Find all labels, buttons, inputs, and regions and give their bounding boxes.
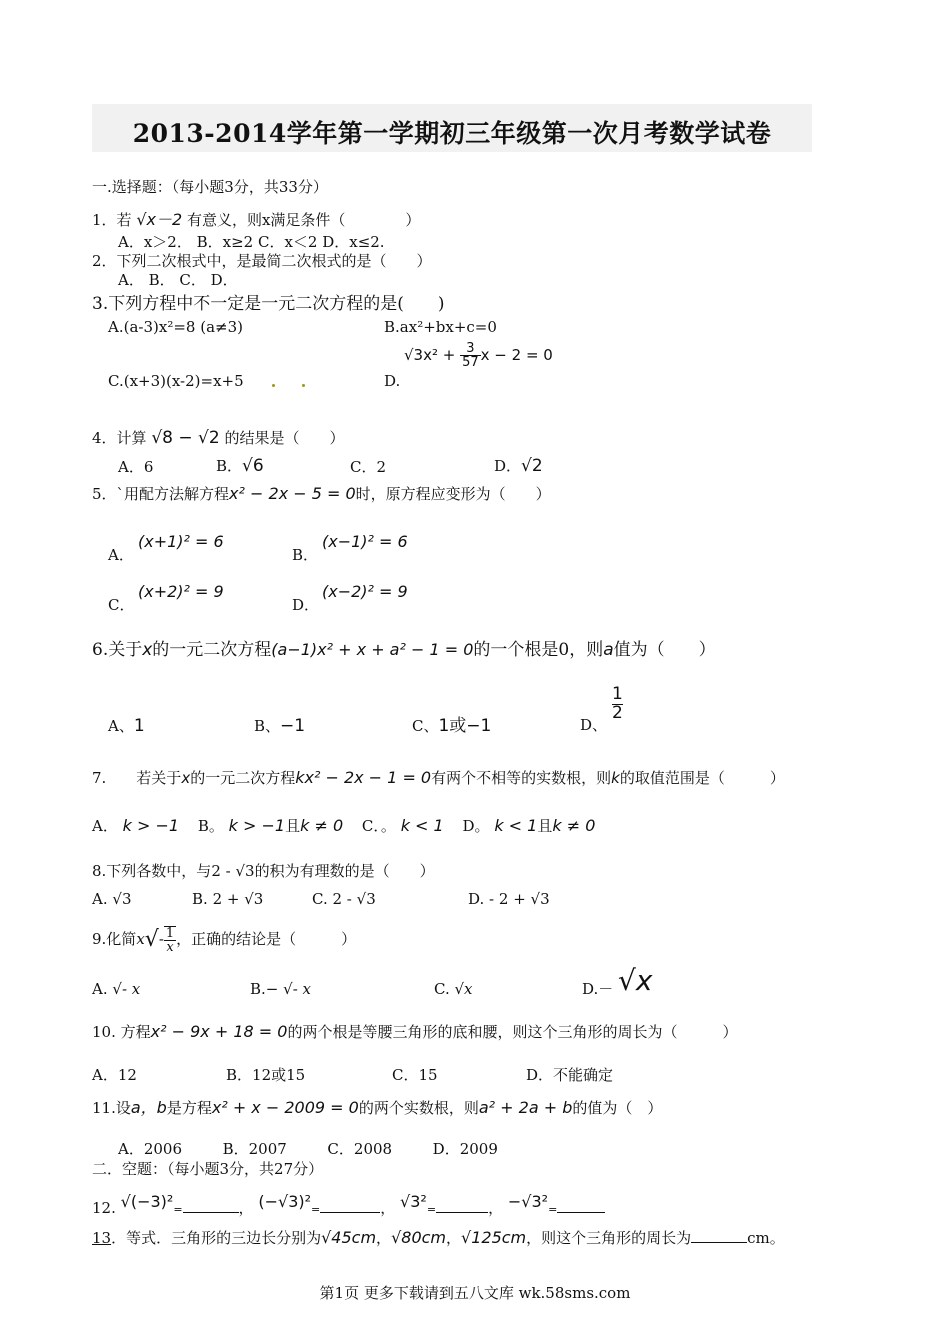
q4-b-expr: √6 [242,456,264,476]
q10-option-a: A．12 [92,1066,137,1084]
q11-lead: 11.设 [92,1099,131,1117]
q12-expr-4: −√3² [507,1192,549,1211]
q3-option-c: C.(x+3)(x-2)=x+5 [108,372,244,390]
q9-minus: - [158,930,164,948]
q1-expr: √x－2 [136,210,183,229]
q12-blank-3[interactable] [436,1198,488,1213]
q7-a-expr: k > −1 [122,816,180,835]
q13-side-1: √45cm [321,1228,377,1247]
q7-expr: kx² − 2x − 1 = 0 [295,768,432,787]
q3-option-a: A.(a-3)x²=8 (a≠3) [108,318,243,336]
q6-a-value: 1 [133,716,145,736]
q9-a-expr: √- x [112,980,141,998]
q4-d-expr: √2 [521,456,543,476]
q6-tail2: 值为（ ） [613,640,716,660]
q8-d-expr: - 2 + √3 [489,890,550,908]
q3-d-denominator: 57 [462,355,479,370]
q8-c-expr: 2 - √3 [332,890,376,908]
question-12 [92,1192,605,1217]
q9-b-expr: − √- x [265,980,311,998]
q12-lead: 12. [92,1199,116,1217]
q8-option-b [192,890,263,908]
q6-c-label: C、 [412,717,439,735]
q12-equals-3: = [426,1203,437,1216]
section-1-heading: 一.选择题：（每小题3分，共33分） [92,178,328,196]
exam-title: 2013-2014学年第一学期初三年级第一次月考数学试卷 [132,119,772,148]
q13-text-2: ，则这个三角形的周长为 [526,1229,692,1247]
q6-lead: 6.关于 [92,640,143,660]
q3-option-d-expr [404,342,553,369]
q8-a-expr: √3 [112,890,132,908]
q6-a-label: A、 [108,717,134,735]
q7-b-expr: k > −1 [228,816,286,835]
q9-b-label: B. [250,980,266,998]
stray-dot [272,384,275,387]
q7-c-expr: k < 1 [400,816,444,835]
q8-option-a [92,890,132,908]
q6-tail: 的一个根是0，则 [473,640,604,660]
q9-c-expr: √x [454,980,473,998]
q1-tail: 有意义，则x满足条件（ ） [186,211,421,229]
q4-option-c: C．2 [350,458,387,476]
question-6 [92,640,716,660]
stray-dot [302,384,305,387]
q12-blank-4[interactable] [557,1198,605,1213]
q10-expr: x² − 9x + 18 = 0 [150,1022,288,1041]
q5-tail: 时，原方程应变形为（ ） [355,485,551,503]
question-3: 3.下列方程中不一定是一元二次方程的是( ) [92,294,445,314]
q6-option-a [108,716,145,736]
q6-option-d-fraction [612,686,623,723]
q12-equals-1: = [173,1203,183,1216]
q10-option-b: B．12或15 [226,1066,306,1084]
title-band [92,104,812,152]
q4-b-label: B． [216,457,243,475]
q12-expr-3: √3² [400,1192,427,1211]
q7-a-label: A． [92,817,118,835]
q13-text-1: ．等式．三角形的三边长分别为 [111,1229,322,1247]
question-13 [92,1228,785,1247]
q8-a-label: A. [92,890,108,908]
q6-b-label: B、 [254,717,281,735]
question-2: 2．下列二次根式中，是最简二次根式的是（ ） [92,252,432,270]
q9-option-b [250,980,311,998]
q6-d-numerator: 1 [612,684,623,704]
q7-b-expr2: k ≠ 0 [300,816,344,835]
q6-expr: (a−1)x² + x + a² − 1 = 0 [271,640,474,659]
q9-var-x: x [136,930,145,948]
q11-mid: 是方程 [166,1099,212,1117]
q13-unit: cm。 [747,1229,785,1247]
q5-option-a-label: A． [108,546,134,564]
q9-lead: 9.化简 [92,930,137,948]
q12-blank-1[interactable] [183,1198,239,1213]
q9-a-label: A. [92,980,108,998]
q3-option-d-label: D. [384,372,401,390]
q3-d-numerator: 3 [460,342,481,356]
q9-option-a [92,980,140,998]
q12-expr-1: √(−3)² [120,1192,174,1211]
q6-var-a: a [603,640,614,660]
q9-tail: ，正确的结论是（ ） [176,930,357,948]
q1-options: A．x＞2． B．x≥2 C．x＜2 D．x≤2. [118,233,385,251]
q13-comma-2: ， [446,1229,462,1247]
q11-options: A．2006 B．2007 C．2008 D．2009 [118,1140,498,1158]
q9-denominator: x [166,940,174,955]
q12-equals-4: = [548,1203,558,1216]
q8-option-c [312,890,376,908]
q4-option-a: A．6 [118,458,154,476]
q10-lead: 10. 方程 [92,1023,151,1041]
q12-expr-2: (−√3)² [258,1192,312,1211]
q12-comma-3: ， [488,1199,504,1217]
q8-b-expr: 2 + √3 [212,890,264,908]
q13-blank[interactable] [691,1228,747,1243]
q6-c-value: 1或−1 [438,716,492,736]
q7-var-k: k [611,769,620,787]
question-11 [92,1098,662,1117]
section-2-heading: 二．空题：（每小题3分，共27分） [92,1160,324,1178]
q9-fraction [164,926,176,954]
q8-expr: 2 - √3 [211,862,255,880]
question-1 [92,210,420,229]
question-8 [92,862,435,880]
q10-option-c: C．15 [392,1066,438,1084]
q7-tail: 有两个不相等的实数根，则 [431,769,612,787]
q1-lead: 1．若 [92,211,132,229]
q7-d-and: 且 [537,817,553,835]
q3-option-b: B.ax²+bx+c=0 [384,318,497,336]
q13-number: 13 [92,1229,112,1247]
q5-option-a-expr: (x+1)² = 6 [138,532,224,551]
q4-lead: 4．计算 [92,429,147,447]
q8-d-label: D. [468,890,485,908]
q8-lead: 8.下列各数中，与 [92,862,212,880]
q6-b-value: −1 [280,716,306,736]
q6-option-d-label: D、 [580,716,608,734]
q4-option-d [494,456,543,476]
q12-comma-1: ， [238,1199,254,1217]
question-5 [92,484,551,503]
q7-b-and: 且 [285,817,301,835]
q6-option-c [412,716,491,736]
question-9 [92,926,356,954]
q11-vars: a，b [130,1098,167,1117]
q12-comma-2: ， [380,1199,396,1217]
q9-c-label: C. [434,980,450,998]
q5-option-b-label: B． [292,546,319,564]
q7-c-label: C．。 [361,817,396,835]
q2-options: A． B． C． D． [118,271,238,289]
q3-d-expr-part2: x − 2 = 0 [480,346,553,364]
q6-option-b [254,716,305,736]
question-10 [92,1022,737,1041]
q9-numerator: 1 [165,926,175,941]
q5-option-b-expr: (x−1)² = 6 [322,532,408,551]
q7-var-x: x [181,769,191,787]
q5-lead: 5．`用配方法解方程 [92,485,230,503]
q12-equals-2: = [311,1203,321,1216]
q6-mid: 的一元二次方程 [152,640,272,660]
q11-expr2: a² + 2a + b [478,1098,573,1117]
q6-var-x: x [142,640,153,660]
q13-side-2: √80cm [391,1228,446,1247]
q5-option-c-expr: (x+2)² = 9 [138,582,224,601]
q8-b-label: B. [192,890,208,908]
q8-option-d [468,890,550,908]
q3-d-fraction [460,342,481,369]
q4-expr: √8 − √2 [151,428,220,448]
q10-tail: 的两个根是等腰三角形的底和腰，则这个三角形的周长为（ ） [287,1023,738,1041]
q7-b-label: B。 [197,817,224,835]
question-4 [92,428,344,448]
q3-d-expr-part1: √3x² + [404,346,461,364]
q7-options [92,816,595,835]
q4-option-b [216,456,264,476]
q11-expr: x² + x − 2009 = 0 [211,1098,359,1117]
q5-option-d-expr: (x−2)² = 9 [322,582,408,601]
q5-option-c-label: C． [108,596,135,614]
q9-option-d-expr: √x [618,964,653,997]
q4-tail: 的结果是（ ） [224,429,345,447]
q5-option-d-label: D． [292,596,320,614]
q13-side-3: √125cm [461,1228,527,1247]
q5-expr: x² − 2x − 5 = 0 [229,484,356,503]
q4-d-label: D． [494,457,522,475]
q12-blank-2[interactable] [320,1198,380,1213]
q11-tail2: 的值为（ ） [572,1099,663,1117]
q10-option-d: D．不能确定 [526,1066,614,1084]
q7-lead: 7. 若关于 [92,769,182,787]
q7-d-expr2: k ≠ 0 [552,816,596,835]
q9-option-d-label: D.－ [582,980,614,998]
question-7 [92,768,785,787]
q9-radical: √ [144,926,159,952]
q8-c-label: C. [312,890,328,908]
q11-tail: 的两个实数根，则 [358,1099,479,1117]
q9-option-c [434,980,473,998]
page-footer: 第1页 更多下载请到五八文库 wk.58sms.com [319,1284,631,1302]
q7-tail2: 的取值范围是（ ） [619,769,785,787]
q7-d-label: D。 [462,817,490,835]
q6-d-denominator: 2 [612,702,623,723]
q7-mid: 的一元二次方程 [190,769,296,787]
q13-comma-1: ， [376,1229,392,1247]
q8-tail: 的积为有理数的是（ ） [254,862,435,880]
q7-d-expr: k < 1 [494,816,538,835]
